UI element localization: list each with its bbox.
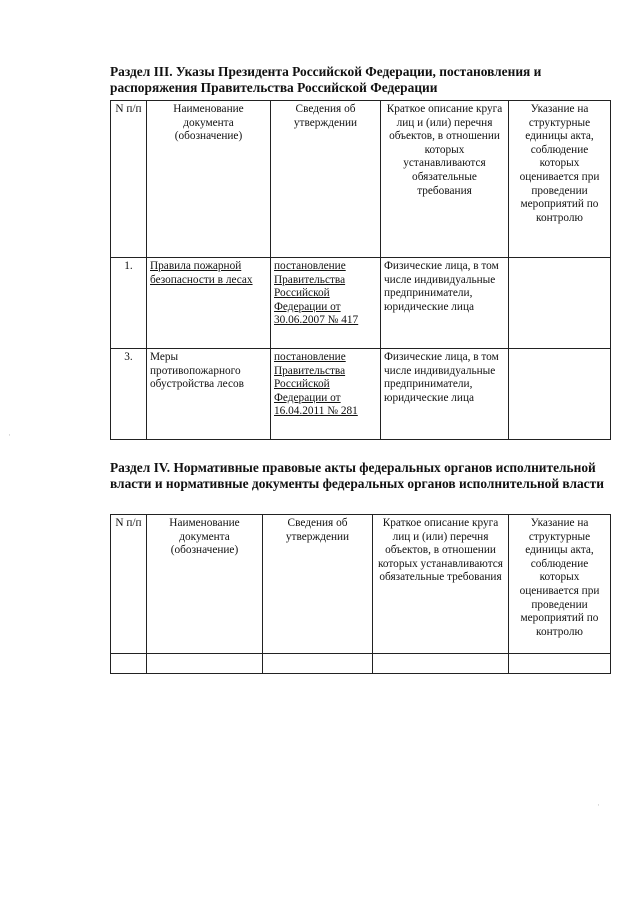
persons-description: Физические лица, в том числе индивидуальные предприниматели, юридические лица (381, 349, 509, 440)
header-structural-units: Указание на структурные единицы акта, соблюдение которых оценивается при проведении мероприятий по контролю (509, 515, 611, 654)
header-document-name: Наименование документа (обозначение) (147, 515, 263, 654)
empty-table-row (111, 654, 611, 674)
approval-link[interactable]: постановление Правительства Российской Федерации от 16.04.2011 № 281 (271, 349, 381, 440)
empty-cell (111, 654, 147, 674)
table-header-row (111, 515, 611, 654)
document-name: Меры противопожарного обустройства лесов (147, 349, 271, 440)
header-structural-units: Указание на структурные единицы акта, соблюдение которых оценивается при проведении мероприятий по контролю (509, 101, 611, 258)
section-3-title: Раздел III. Указы Президента Российской Федерации, постановления и распоряжения Правительства Российской Федерации (110, 64, 542, 95)
empty-cell (509, 654, 611, 674)
header-persons-description: Краткое описание круга лиц и (или) перечня объектов, в отношении которых устанавливаются обязательные требования (381, 101, 509, 258)
empty-cell (147, 654, 263, 674)
header-persons-description: Краткое описание круга лиц и (или) перечня объектов, в отношении которых устанавливаются обязательные требования (373, 515, 509, 654)
table-row (111, 349, 611, 440)
persons-description: Физические лица, в том числе индивидуальные предприниматели, юридические лица (381, 258, 509, 349)
table-header-row (111, 101, 611, 258)
structural-units (509, 349, 611, 440)
approval-link[interactable]: постановление Правительства Российской Федерации от 30.06.2007 № 417 (271, 258, 381, 349)
section-4-title: Раздел IV. Нормативные правовые акты федеральных органов исполнительной власти и нормативные документы федеральных органов исполнительной власти (110, 460, 604, 491)
header-number: N п/п (111, 101, 147, 258)
empty-cell (373, 654, 509, 674)
section-3-table (110, 100, 611, 440)
row-number: 3. (111, 349, 147, 440)
scan-speck: · (597, 800, 600, 810)
structural-units (509, 258, 611, 349)
scan-speck: · (8, 430, 11, 440)
table-row (111, 258, 611, 349)
header-document-name: Наименование документа (обозначение) (147, 101, 271, 258)
header-approval: Сведения об утверждении (271, 101, 381, 258)
header-approval: Сведения об утверждении (263, 515, 373, 654)
empty-cell (263, 654, 373, 674)
header-number: N п/п (111, 515, 147, 654)
section-4-table (110, 514, 611, 674)
row-number: 1. (111, 258, 147, 349)
document-name-link[interactable]: Правила пожарной безопасности в лесах (147, 258, 271, 349)
